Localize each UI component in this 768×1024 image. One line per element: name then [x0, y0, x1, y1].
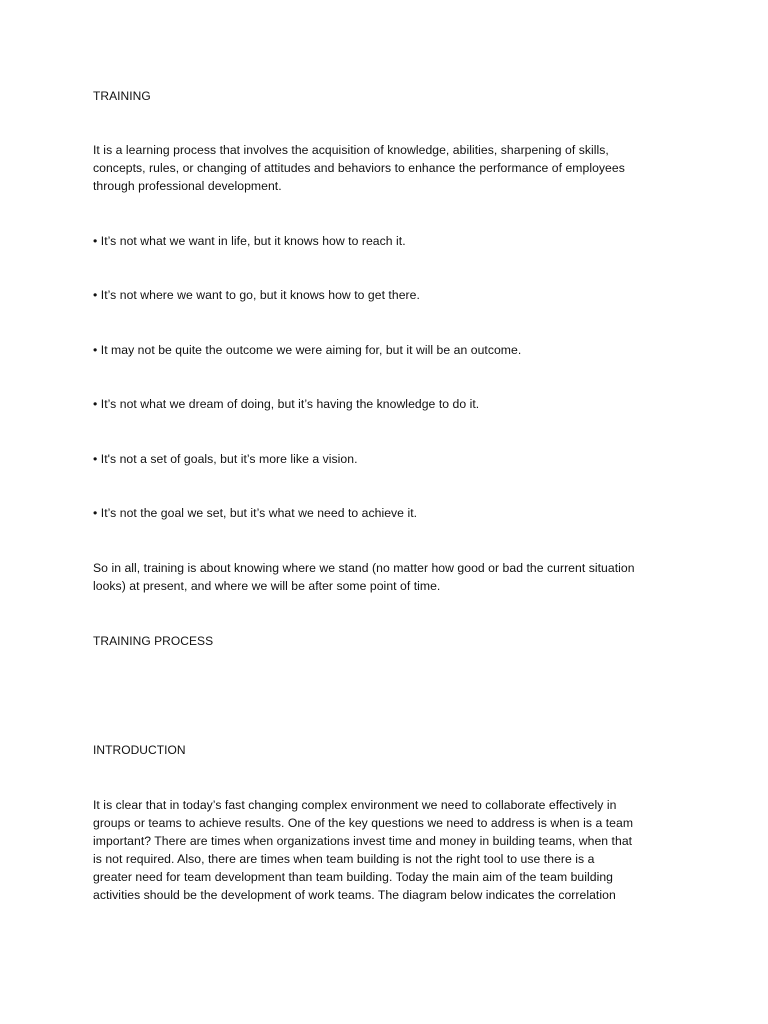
paragraph-line: groups or teams to achieve results. One of the key questions we need to address is when is a team	[93, 816, 634, 830]
bullet-item: • It’s not where we want to go, but it knows how to get there.	[93, 288, 420, 302]
bullet-item: • It’s not the goal we set, but it’s what we need to achieve it.	[93, 506, 418, 520]
paragraph-line: concepts, rules, or changing of attitudes and behaviors to enhance the performance of employees	[93, 161, 625, 175]
paragraph-line: So in all, training is about knowing where we stand (no matter how good or bad the current situation	[93, 561, 635, 575]
bullet-item: • It’s not what we want in life, but it knows how to reach it.	[93, 234, 406, 248]
bullet-item: • It’s not what we dream of doing, but it’s having the knowledge to do it.	[93, 397, 480, 411]
bullet-item: • It may not be quite the outcome we were aiming for, but it will be an outcome.	[93, 343, 522, 357]
paragraph-line: important? There are times when organizations invest time and money in building teams, when that	[93, 834, 633, 848]
paragraph-line: through professional development.	[93, 179, 282, 193]
heading-training: TRAINING	[93, 89, 151, 103]
paragraph-line: activities should be the development of work teams. The diagram below indicates the correlation	[93, 888, 616, 902]
paragraph-line: It is a learning process that involves the acquisition of knowledge, abilities, sharpening of skills,	[93, 143, 609, 157]
heading-training-process: TRAINING PROCESS	[93, 634, 214, 648]
paragraph-line: looks) at present, and where we will be after some point of time.	[93, 579, 441, 593]
paragraph-line: greater need for team development than team building. Today the main aim of the team building	[93, 870, 613, 884]
bullet-item: • It's not a set of goals, but it’s more like a vision.	[93, 452, 358, 466]
heading-introduction: INTRODUCTION	[93, 743, 186, 757]
paragraph-line: is not required. Also, there are times when team building is not the right tool to use there is a	[93, 852, 595, 866]
paragraph-line: It is clear that in today’s fast changing complex environment we need to collaborate effectively in	[93, 798, 617, 812]
